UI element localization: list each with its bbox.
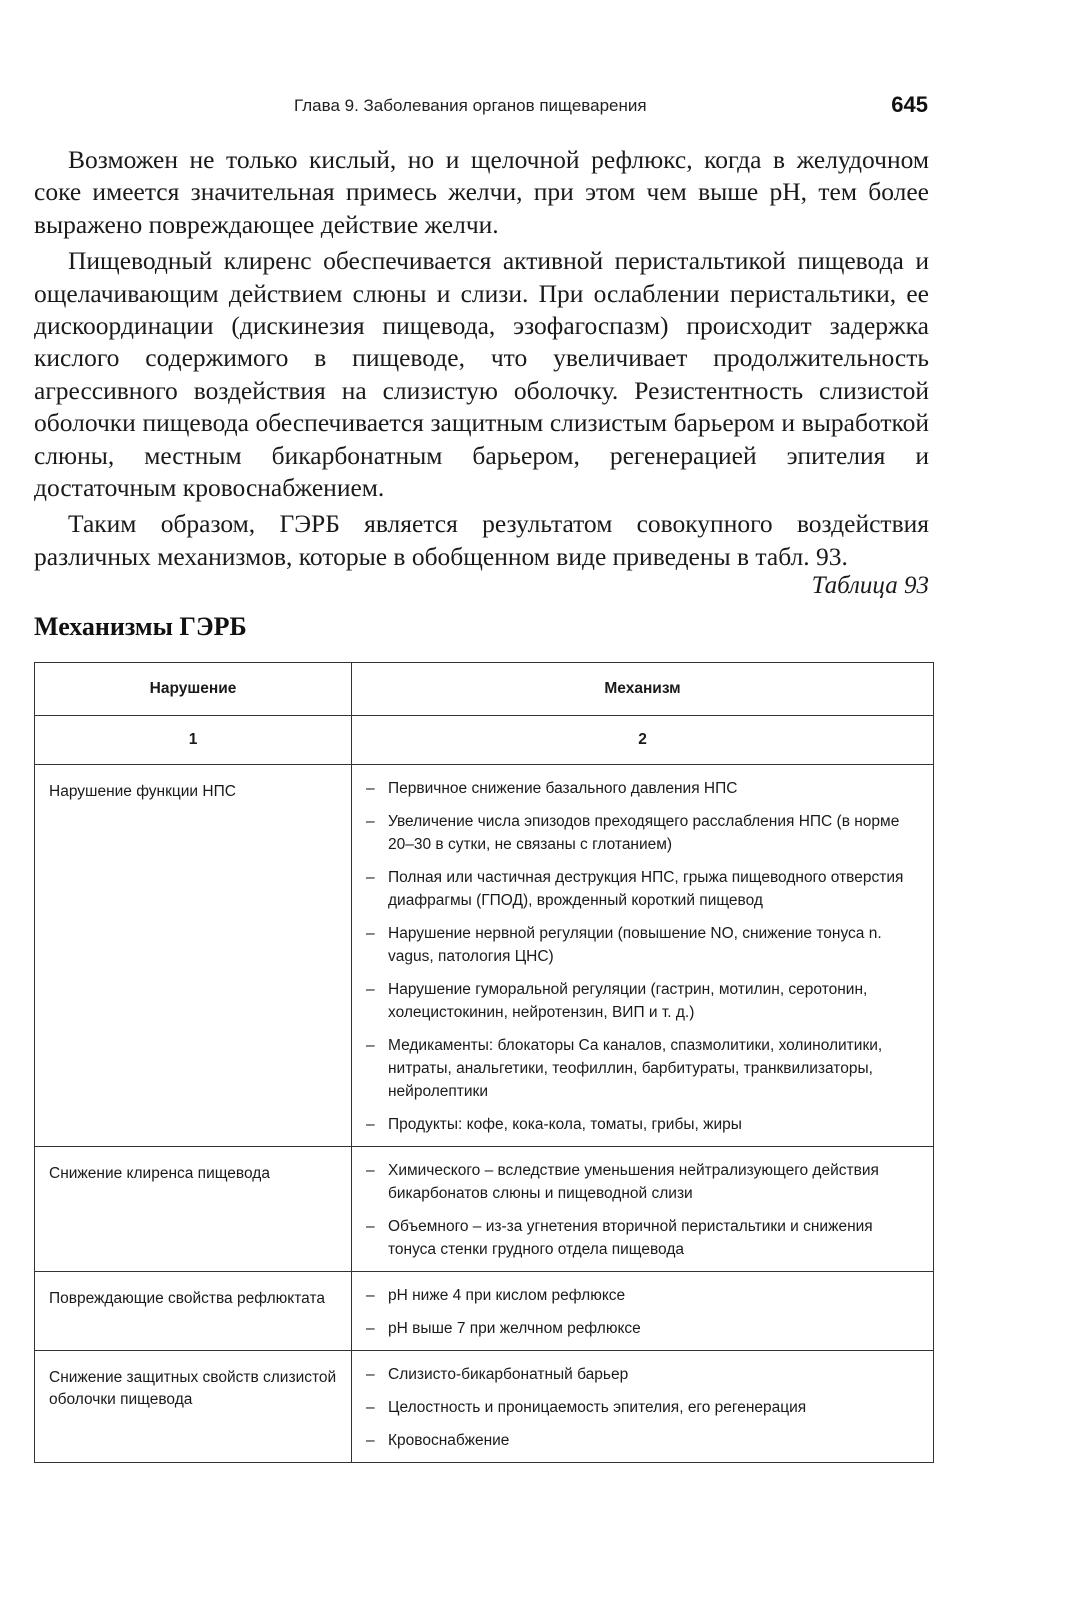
- paragraph: Таким образом, ГЭРБ является результатом совокупного воздействия различных механизмов, которые в обобщенном виде приведены в табл. 93.: [34, 509, 929, 571]
- header-disorder: Нарушение: [35, 663, 352, 716]
- column-number: 1: [35, 716, 352, 765]
- table-row: [35, 1147, 934, 1272]
- mechanism-item: – Медикаменты: блокаторы Са каналов, спазмолитики, холинолитики, нитраты, анальгетики, теофиллин, барбитураты, транквилизаторы, нейролептики: [364, 1034, 913, 1103]
- table-caption: Таблица 93: [811, 572, 929, 599]
- mechanism-item: – Первичное снижение базального давления НПС: [364, 777, 913, 800]
- table-row: [35, 1351, 934, 1463]
- mechanism-item: – Увеличение числа эпизодов преходящего расслабления НПС (в норме 20–30 в сутки, не связаны с глотанием): [364, 810, 913, 856]
- mechanism-cell: [352, 765, 934, 1147]
- table-title: Механизмы ГЭРБ: [34, 612, 247, 641]
- paragraph: Пищеводный клиренс обеспечивается активной перистальтикой пищевода и ощелачивающим действием слюны и слизи. При ослаблении перистальтики, ее дискоординации (дискинезия пищевода, эзофагоспазм) происходит задержка кислого содержимого в пищеводе, что увеличивает продолжительность агрессивного воздействия на слизистую оболочку. Резистентность слизистой оболочки пищевода обеспечивается защитным слизистым барьером и выработкой слюны, местным бикарбонатным барьером, регенерацией эпителия и достаточным кровоснабжением.: [34, 246, 929, 503]
- table-row: [35, 765, 934, 1147]
- mechanism-list: [364, 1363, 913, 1452]
- mechanism-cell: [352, 1272, 934, 1351]
- mechanism-item: – Полная или частичная деструкция НПС, грыжа пищеводного отверстия диафрагмы (ГПОД), врожденный короткий пищевод: [364, 866, 913, 912]
- body-text: [34, 144, 929, 577]
- mechanism-list: [364, 1159, 913, 1261]
- column-number: 2: [352, 716, 934, 765]
- header-mechanism: Механизм: [352, 663, 934, 716]
- page-header: [38, 92, 928, 126]
- mechanism-item: – pH выше 7 при желчном рефлюксе: [364, 1317, 913, 1340]
- mechanisms-table: [34, 662, 934, 1463]
- running-head: Глава 9. Заболевания органов пищеварения: [294, 96, 647, 115]
- mechanism-item: – Нарушение гуморальной регуляции (гастрин, мотилин, серотонин, холецистокинин, нейротензин, ВИП и т. д.): [364, 978, 913, 1024]
- page-number: 645: [891, 92, 928, 117]
- column-number-row: [35, 716, 934, 765]
- disorder-cell: Нарушение функции НПС: [35, 765, 352, 1147]
- mechanism-item: – Нарушение нервной регуляции (повышение NO, снижение тонуса n. vagus, патология ЦНС): [364, 922, 913, 968]
- mechanism-list: [364, 1284, 913, 1340]
- mechanism-item: – Химического – вследствие уменьшения нейтрализующего действия бикарбонатов слюны и пищеводной слизи: [364, 1159, 913, 1205]
- table-row: [35, 1272, 934, 1351]
- mechanism-item: – pH ниже 4 при кислом рефлюксе: [364, 1284, 913, 1307]
- paragraph: Возможен не только кислый, но и щелочной рефлюкс, когда в желудочном соке имеется значительная примесь желчи, при этом чем выше pH, тем более выражено повреждающее действие желчи.: [34, 145, 929, 239]
- mechanism-item: – Целостность и проницаемость эпителия, его регенерация: [364, 1396, 913, 1419]
- table-header-row: [35, 663, 934, 716]
- disorder-cell: Снижение защитных свойств слизистой оболочки пищевода: [35, 1351, 352, 1463]
- mechanism-list: [364, 777, 913, 1136]
- mechanism-cell: [352, 1147, 934, 1272]
- disorder-cell: Снижение клиренса пищевода: [35, 1147, 352, 1272]
- disorder-cell: Повреждающие свойства рефлюктата: [35, 1272, 352, 1351]
- mechanism-item: – Слизисто-бикарбонатный барьер: [364, 1363, 913, 1386]
- mechanism-item: – Кровоснабжение: [364, 1429, 913, 1452]
- mechanism-item: – Объемного – из-за угнетения вторичной перистальтики и снижения тонуса стенки грудного отдела пищевода: [364, 1215, 913, 1261]
- mechanism-cell: [352, 1351, 934, 1463]
- mechanism-item: – Продукты: кофе, кока-кола, томаты, грибы, жиры: [364, 1113, 913, 1136]
